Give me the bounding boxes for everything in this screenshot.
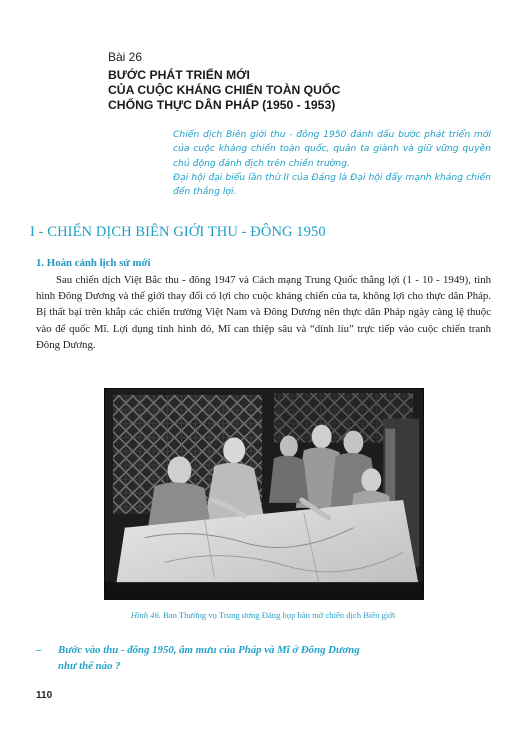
lesson-title xyxy=(108,68,340,113)
lesson-number: Bài 26 xyxy=(108,50,143,64)
question-line: Bước vào thu - đông 1950, âm mưu của Pháp và Mĩ ở Đông Dương xyxy=(58,644,360,656)
photo-illustration xyxy=(105,389,423,599)
lesson-title-line: BƯỚC PHÁT TRIỂN MỚI xyxy=(108,68,250,82)
figure-caption xyxy=(88,610,438,620)
intro-paragraph: Đại hội đại biểu lần thứ II của Đảng là Đại hội đẩy mạnh kháng chiến đến thắng lợi. xyxy=(173,171,491,198)
figure-caption-text: Ban Thường vụ Trung ương Đảng họp bàn mở chiến dịch Biên giới xyxy=(163,610,396,620)
lesson-title-line: CỦA CUỘC KHÁNG CHIẾN TOÀN QUỐC xyxy=(108,83,341,97)
review-question xyxy=(36,642,491,674)
lesson-title-line: CHỐNG THỰC DÂN PHÁP (1950 - 1953) xyxy=(108,98,336,112)
intro-paragraph: Chiến dịch Biên giới thu - đông 1950 đánh dấu bước phát triển mới của cuộc kháng chiến toàn quốc, quân ta giành và giữ vững quyền chủ động đánh địch trên chiến trường. xyxy=(173,129,491,169)
page-number: 110 xyxy=(36,690,53,701)
question-dash: – xyxy=(36,644,42,656)
sub-heading: 1. Hoàn cảnh lịch sử mới xyxy=(36,257,151,269)
historical-photo xyxy=(104,388,424,600)
question-line: như thế nào ? xyxy=(58,660,121,672)
lesson-intro xyxy=(173,128,491,199)
section-heading: I - CHIẾN DỊCH BIÊN GIỚI THU - ĐÔNG 1950 xyxy=(30,224,326,240)
body-paragraph: Sau chiến dịch Việt Bắc thu - đông 1947 và Cách mạng Trung Quốc thắng lợi (1 - 10 - 1949), tình hình Đông Dương và thế giới thay đổi có lợi cho cuộc kháng chiến của ta, không lợi cho thực dân Pháp. Bị thất bại trên khắp các chiến trường Việt Nam và Đông Dương nên thực dân Pháp ngày càng lệ thuộc vào đế quốc Mĩ. Lợi dụng tình hình đó, Mĩ can thiệp sâu và “dính líu” trực tiếp vào cuộc chiến tranh Đông Dương. xyxy=(36,274,491,351)
figure-number: Hình 46. xyxy=(130,610,161,620)
